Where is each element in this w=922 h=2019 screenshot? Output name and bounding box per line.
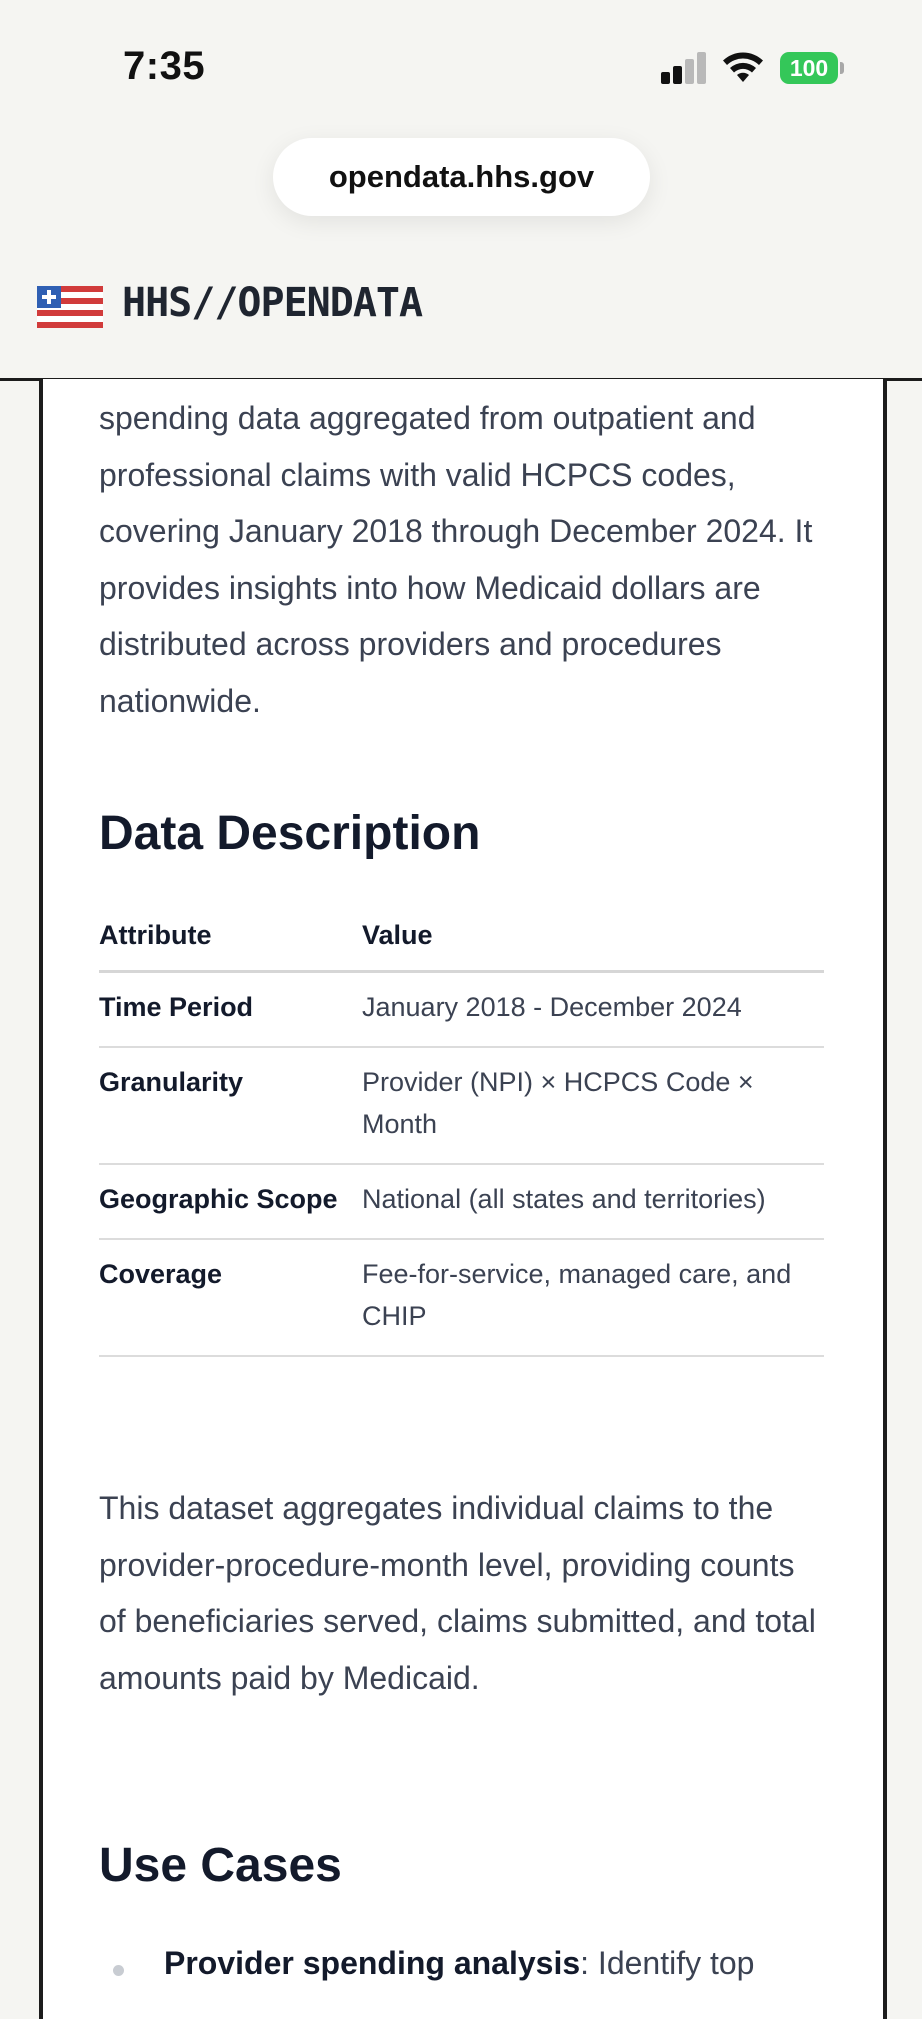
address-bar[interactable]: opendata.hhs.gov [273,138,650,216]
column-header-attribute: Attribute [99,900,362,972]
status-bar [0,0,922,130]
attribute-cell: Time Period [99,972,362,1048]
use-case-text: : Identify top [580,1945,755,1981]
table-header-row [99,900,824,972]
value-cell: January 2018 - December 2024 [362,972,824,1048]
value-cell: National (all states and territories) [362,1164,824,1239]
attribute-cell: Granularity [99,1047,362,1164]
value-cell: Provider (NPI) × HCPCS Code × Month [362,1047,824,1164]
use-case-title: Provider spending analysis [164,1945,581,1981]
table-row [99,1239,824,1356]
battery-level: 100 [780,52,838,84]
wifi-icon [722,48,764,84]
status-time: 7:35 [123,44,206,88]
battery-icon [780,52,844,84]
table-row [99,972,824,1048]
data-description-table [99,900,824,1357]
table-row [99,1047,824,1164]
data-description-heading: Data Description [99,807,481,860]
attribute-cell: Coverage [99,1239,362,1356]
intro-paragraph: spending data aggregated from outpatient and professional claims with valid HCPCS codes, covering January 2018 through December 2024. It provides insights into how Medicaid dollars are distributed across providers and procedures nationwide. [99,400,813,719]
table-row [99,1164,824,1239]
bullet-icon [113,1965,124,1976]
column-header-value: Value [362,900,824,972]
site-logo[interactable]: HHS//OPENDATA [122,280,423,326]
dataset-summary-paragraph: This dataset aggregates individual claims to the provider-procedure-month level, providing counts of beneficiaries served, claims submitted, and total amounts paid by Medicaid. [99,1490,816,1696]
attribute-cell: Geographic Scope [99,1164,362,1239]
us-flag-icon [37,286,103,328]
value-cell: Fee-for-service, managed care, and CHIP [362,1239,824,1356]
cellular-signal-icon [661,52,707,84]
use-cases-heading: Use Cases [99,1839,342,1892]
